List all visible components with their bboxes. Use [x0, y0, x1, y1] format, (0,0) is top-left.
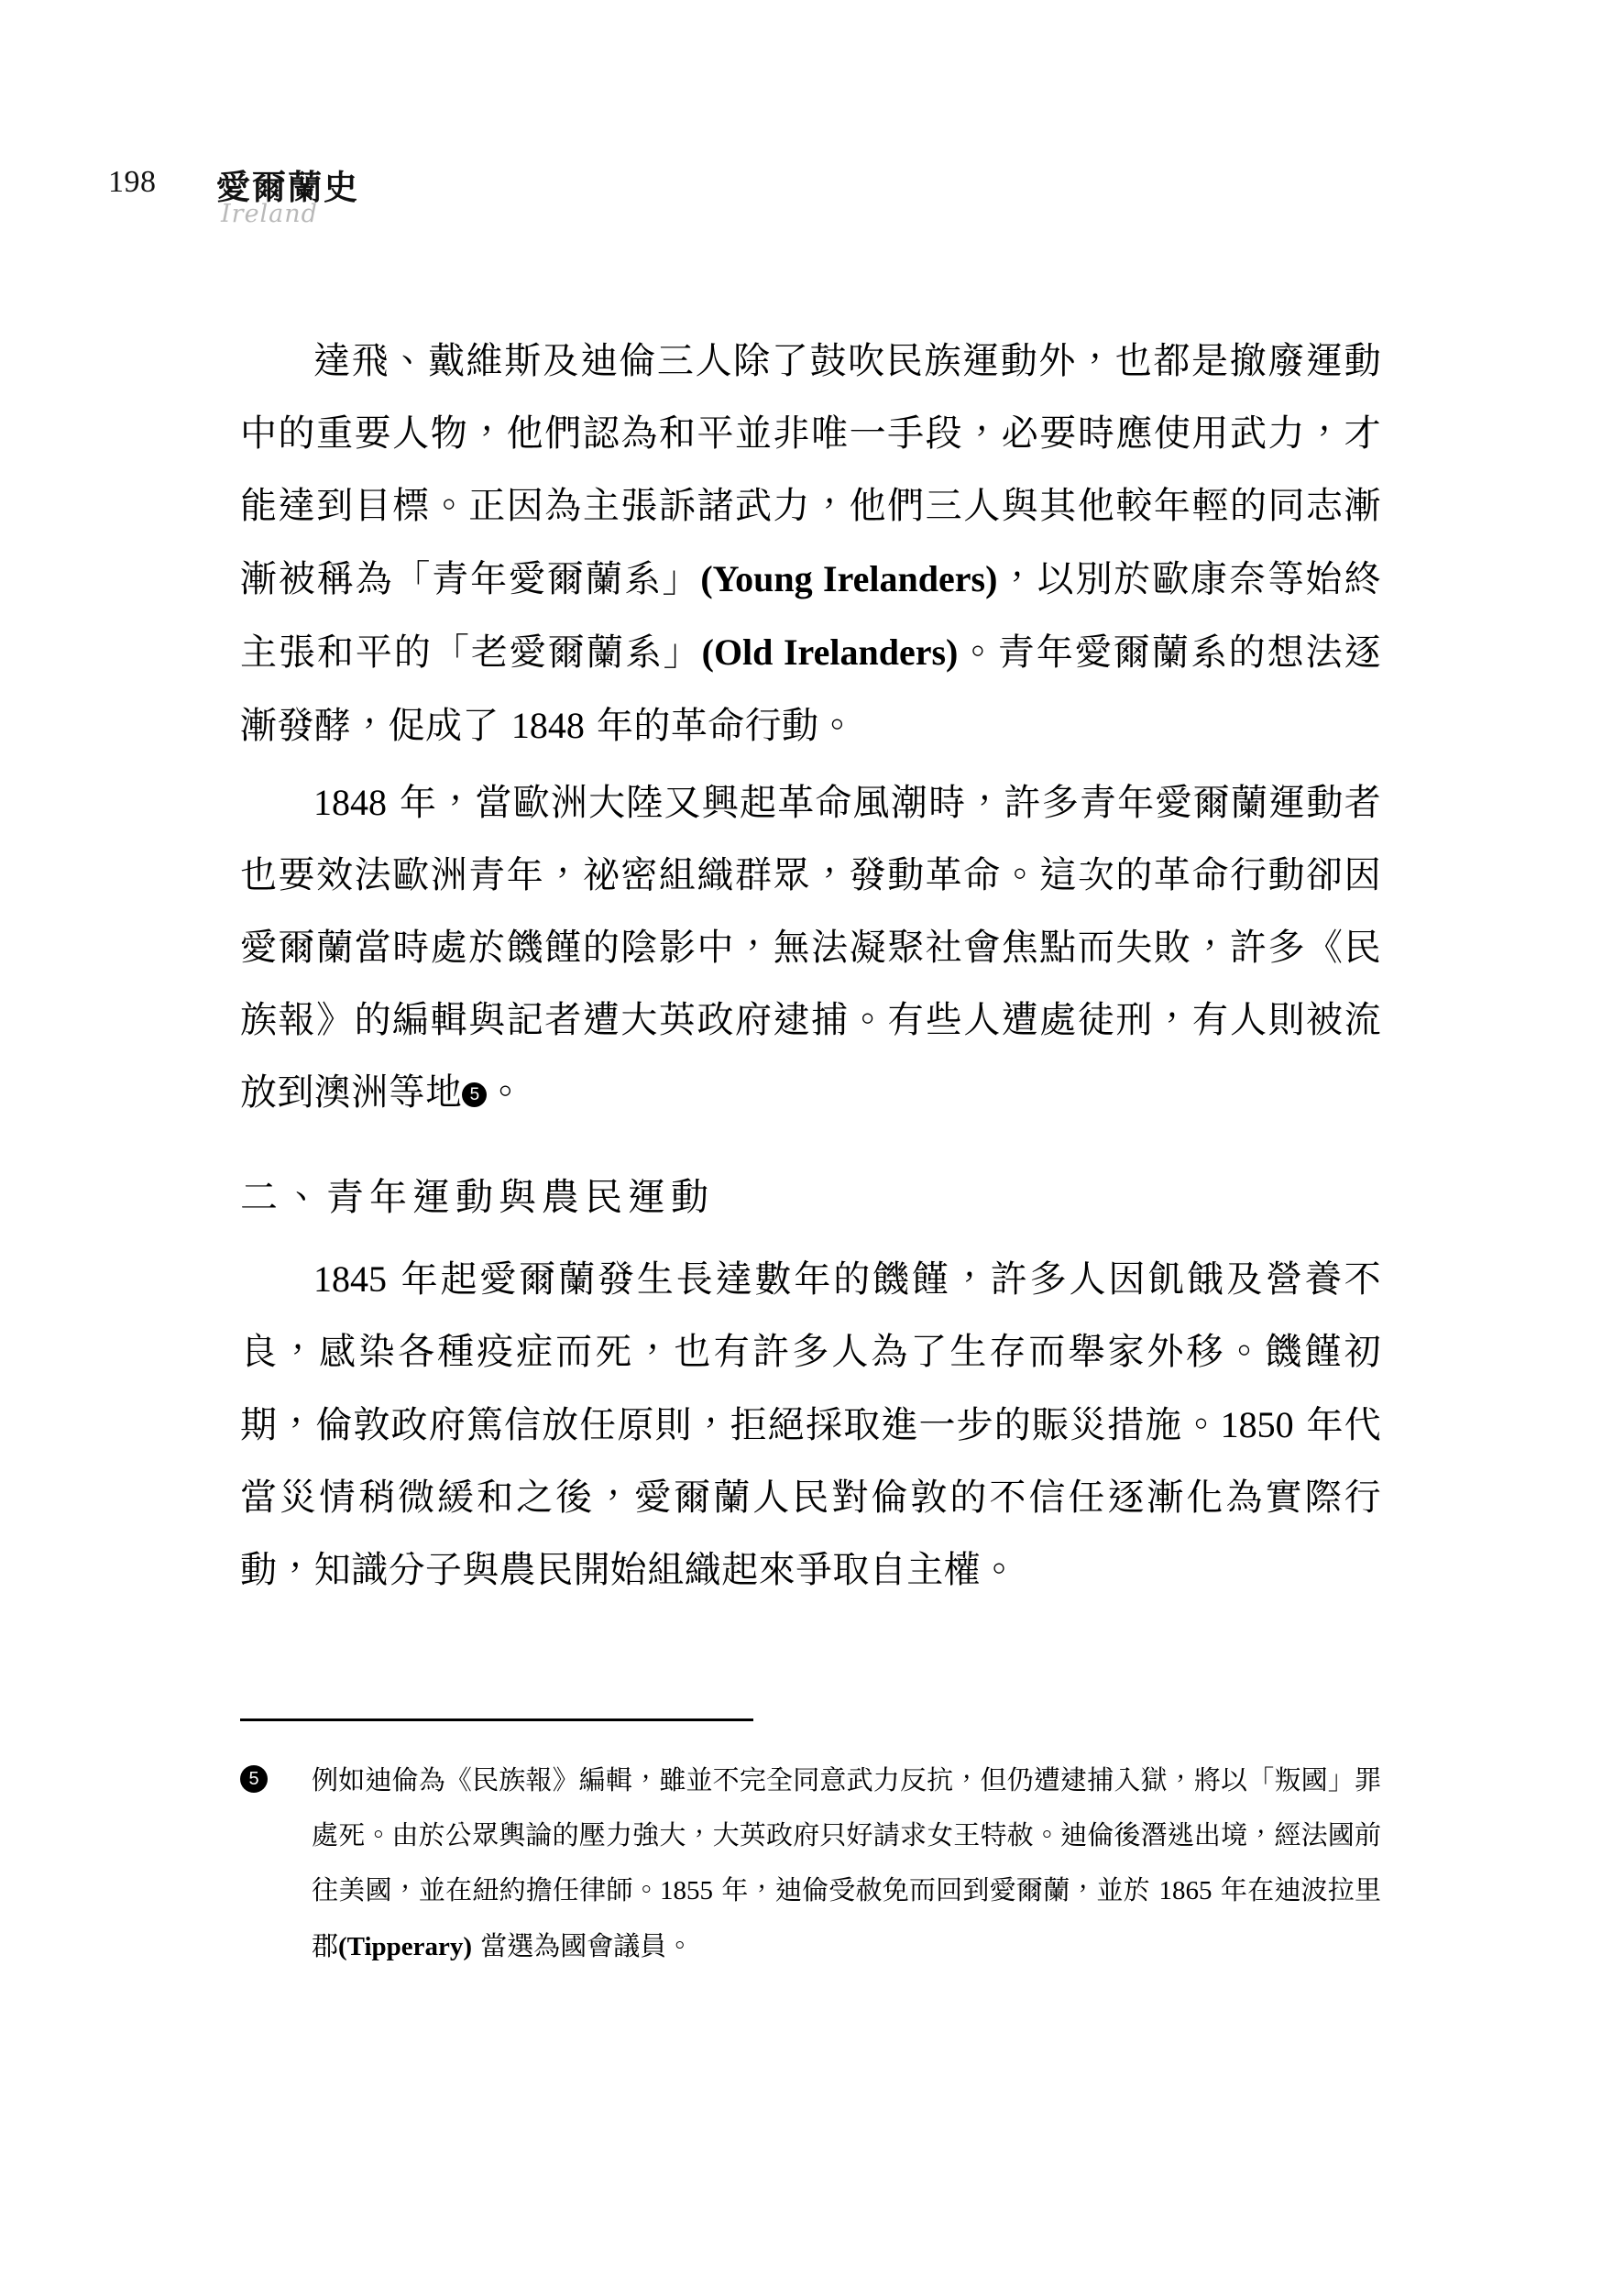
- book-title-english: Ireland: [221, 200, 318, 228]
- page-number: 198: [108, 165, 157, 199]
- paragraph-1-young-irelanders: (Young Irelanders): [700, 558, 998, 599]
- paragraph-1-part-7: 年的革命行動。: [584, 705, 856, 747]
- paragraph-2-part-2: 年，當歐洲大陸又興起革命風潮時，許多青年愛爾蘭運動者也要效法歐洲青年，祕密組織群眾，發動革命。這次的革命行動卻因愛爾蘭當時處於饑饉的陰影中，無法凝聚社會焦點而失敗，許多《民族報》的編輯與記者遭大英政府逮捕。有些人遭處徒刑，有人則被流放到澳洲等地: [240, 782, 1381, 1114]
- footnote-year-1855: 1855: [659, 1876, 713, 1905]
- footnote-reference-5[interactable]: 5: [462, 1082, 487, 1107]
- footnote-area: [240, 1718, 1381, 1974]
- footnote-tipperary: (Tipperary): [338, 1932, 473, 1961]
- running-head: [108, 154, 1520, 236]
- paragraph-2-part-3: 。: [487, 1071, 524, 1114]
- paragraph-3: [240, 1243, 1381, 1607]
- paragraph-3-part-2: 年起愛爾蘭發生長達數年的饑饉，許多人因飢餓及營養不良，感染各種疫症而死，也有許多人為了生存而舉家外移。饑饉初期，倫敦政府篤信放任原則，拒絕採取進一步的賑災措施。: [240, 1258, 1381, 1446]
- footnote-part-3: 年，迪倫受赦免而回到愛爾蘭，並於: [712, 1874, 1159, 1905]
- body-text: [240, 325, 1381, 1610]
- paragraph-3-year-1845: 1845: [313, 1258, 387, 1300]
- section-heading: 二、青年運動與農民運動: [240, 1175, 714, 1219]
- footnote-divider: [240, 1718, 753, 1721]
- footnote-marker-5: 5: [240, 1765, 268, 1793]
- paragraph-2-year-1848: 1848: [313, 782, 387, 823]
- paragraph-3-part-4: 年代當災情稍微緩和之後，愛爾蘭人民對倫敦的不信任逐漸化為實際行動，知識分子與農民開始組織起來爭取自主權。: [240, 1404, 1382, 1591]
- paragraph-1-old-irelanders: (Old Irelanders): [701, 631, 959, 673]
- footnote-5: [240, 1752, 1381, 1974]
- paragraph-1-part-1: 達飛、戴維斯及迪倫三人除了鼓吹民族運動外，也都是撤廢運動中的重要人物，他們認為和平並非唯一手段，必要時應使用武力，才能達到目標。正因為主張訴諸武力，他們三人與其他較年輕的同志漸漸被稱為「青年愛爾蘭系」: [240, 340, 1381, 600]
- book-title-chinese: 愛爾蘭史: [216, 167, 359, 207]
- paragraph-3-year-1850: 1850: [1220, 1404, 1294, 1445]
- paragraph-1-part-3: ，以別於歐康奈等始終主張和平的「老愛爾蘭系」: [240, 558, 1381, 674]
- footnote-part-7: 當選為國會議員。: [472, 1930, 694, 1961]
- footnote-part-1: 例如迪倫為《民族報》編輯，雖並不完全同意武力反抗，但仍遭逮捕入獄，將以「叛國」罪處死。由於公眾輿論的壓力強大，大英政府只好請求女王特赦。迪倫後潛逃出境，經法國前往美國，並在紐約擔任律師。: [312, 1764, 1381, 1905]
- paragraph-1: [240, 325, 1381, 763]
- paragraph-1-year-1848: 1848: [510, 705, 585, 746]
- footnote-part-5: 年在迪波拉里郡: [312, 1874, 1382, 1961]
- footnote-year-1865: 1865: [1158, 1876, 1213, 1905]
- paragraph-2: [240, 766, 1381, 1129]
- paragraph-1-part-5: 。青年愛爾蘭系的想法逐漸發酵，促成了: [240, 631, 1381, 747]
